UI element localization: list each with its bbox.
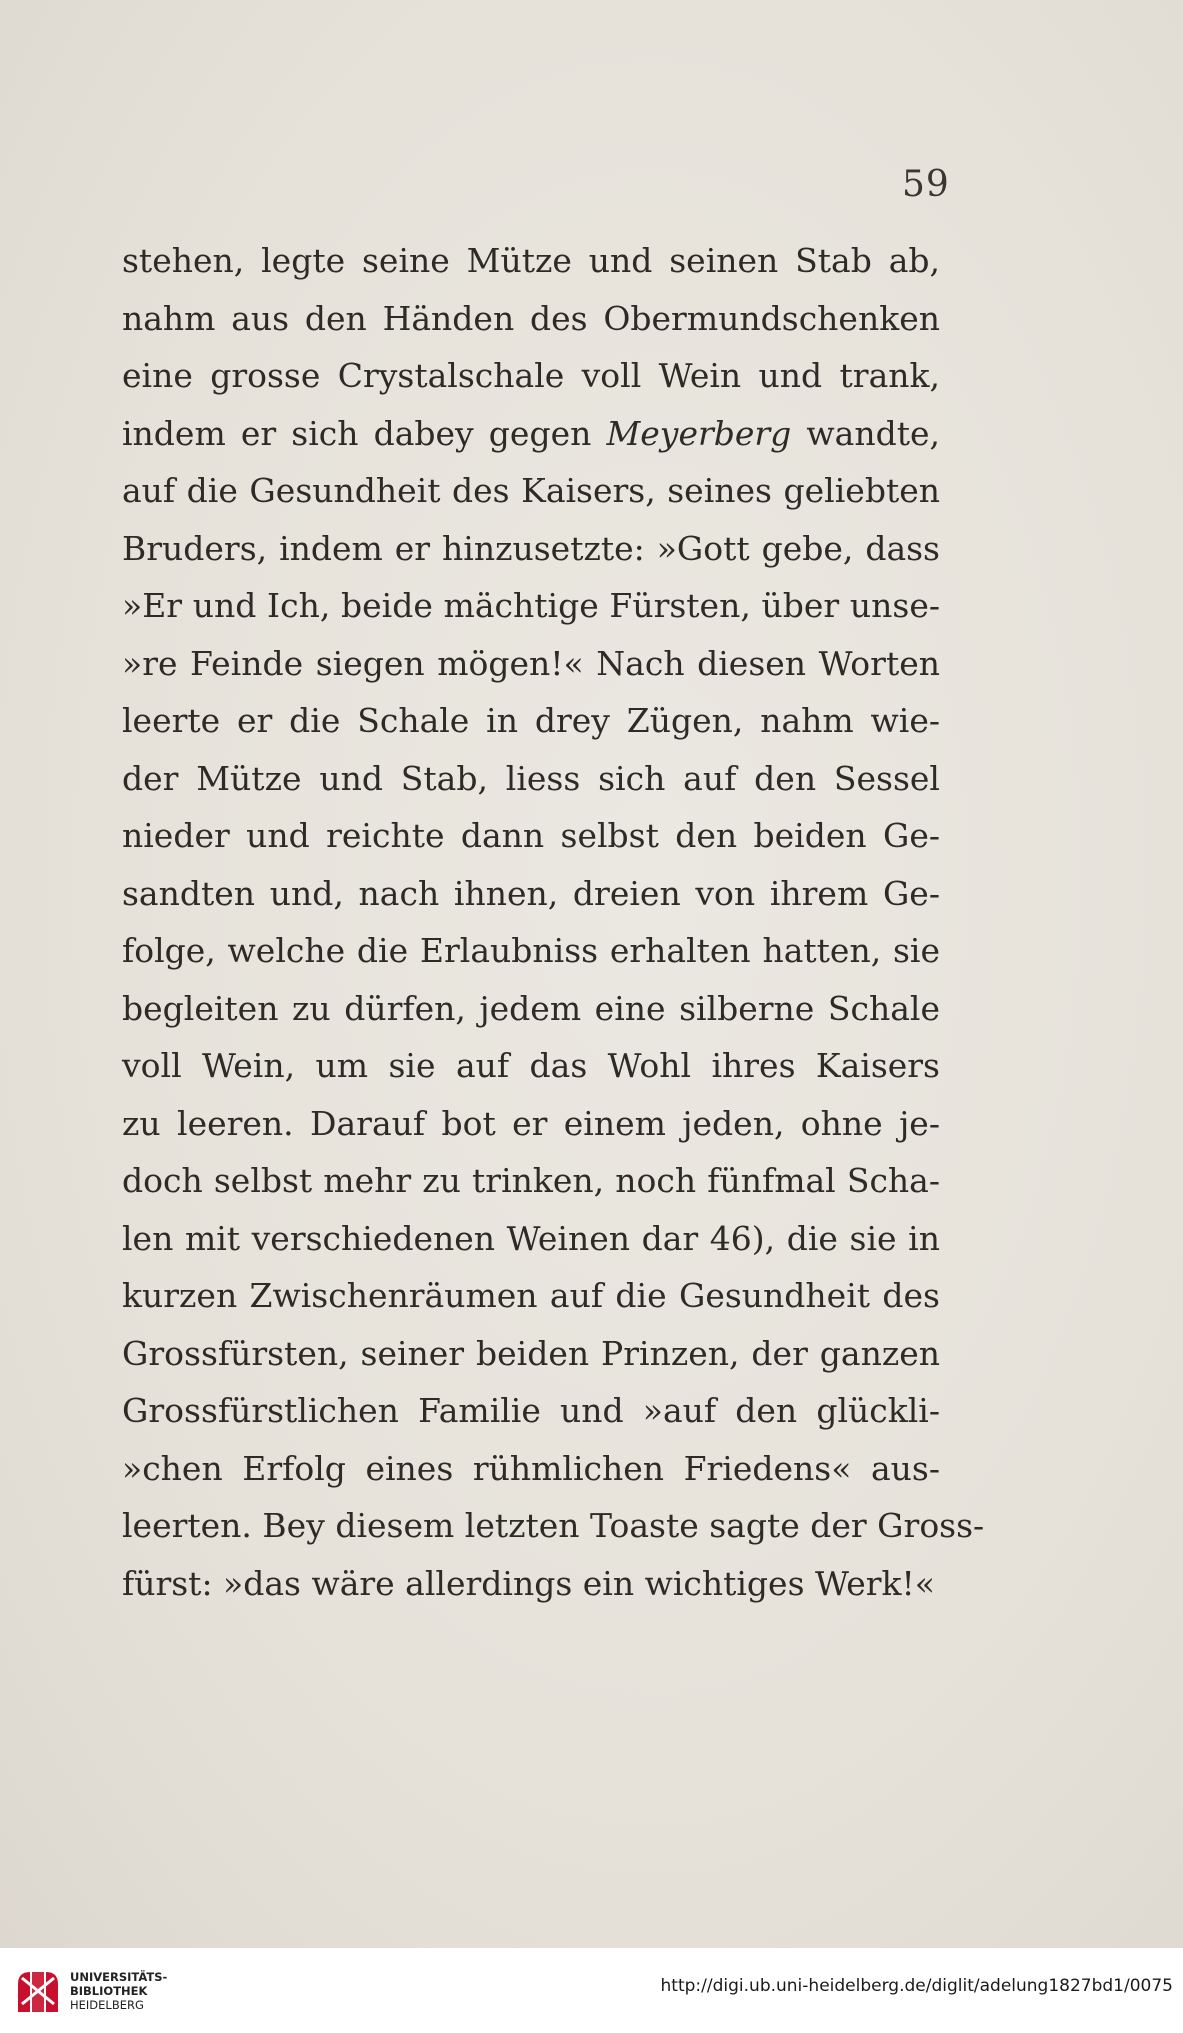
- text-line-with-name: [122, 405, 940, 463]
- text-line: auf die Gesundheit des Kaisers, seines geliebten: [122, 471, 940, 510]
- text-line: doch selbst mehr zu trinken, noch fünfmal Scha-: [122, 1161, 940, 1200]
- library-name-line: UNIVERSITÄTS-: [70, 1970, 168, 1984]
- text-line: sandten und, nach ihnen, dreien von ihrem Ge-: [122, 873, 940, 913]
- text-line: Grossfürsten, seiner beiden Prinzen, der ganzen: [122, 1333, 940, 1373]
- page-number: 59: [902, 164, 950, 205]
- text-line: Grossfürstlichen Familie und »auf den glückli-: [122, 1391, 940, 1430]
- library-name-line: BIBLIOTHEK: [70, 1984, 148, 1998]
- library-name-line: HEIDELBERG: [70, 1998, 144, 2012]
- university-library-logo-icon[interactable]: [12, 1964, 64, 2018]
- text-segment: indem er sich dabey gegen: [122, 413, 607, 453]
- library-footer: [0, 1948, 1183, 2033]
- text-line: voll Wein, um sie auf das Wohl ihres Kaisers: [122, 1046, 940, 1085]
- text-line: begleiten zu dürfen, jedem eine silberne Schale: [122, 988, 940, 1028]
- text-line: der Mütze und Stab, liess sich auf den Sessel: [122, 758, 940, 798]
- text-line: stehen, legte seine Mütze und seinen Stab ab,: [122, 241, 940, 280]
- text-line: leerte er die Schale in drey Zügen, nahm wie-: [122, 701, 940, 740]
- library-name: [70, 1970, 167, 2012]
- text-line: »re Feinde siegen mögen!« Nach diesen Worten: [122, 643, 940, 683]
- text-segment: wandte,: [791, 413, 940, 453]
- text-line: »chen Erfolg eines rühmlichen Friedens« aus-: [122, 1448, 940, 1488]
- text-line: nahm aus den Händen des Obermundschenken: [122, 298, 940, 338]
- text-line: kurzen Zwischenräumen auf die Gesundheit des: [122, 1276, 940, 1315]
- italic-name: Meyerberg: [606, 413, 792, 453]
- text-line: »Er und Ich, beide mächtige Fürsten, über unse-: [122, 586, 940, 625]
- text-line: zu leeren. Darauf bot er einem jeden, ohne je-: [122, 1103, 940, 1143]
- text-line: leerten. Bey diesem letzten Toaste sagte der Gross-: [122, 1506, 985, 1545]
- text-line: len mit verschiedenen Weinen dar 46), die sie in: [122, 1218, 940, 1258]
- text-line: eine grosse Crystalschale voll Wein und trank,: [122, 356, 940, 395]
- text-line: fürst: »das wäre allerdings ein wichtiges Werk!«: [122, 1563, 935, 1603]
- text-line: folge, welche die Erlaubniss erhalten hatten, sie: [122, 931, 940, 970]
- source-url-link[interactable]: http://digi.ub.uni-heidelberg.de/diglit/adelung1827bd1/0075: [660, 1976, 1173, 1996]
- text-line: Bruders, indem er hinzusetzte: »Gott gebe, dass: [122, 528, 940, 568]
- body-text: [122, 232, 985, 1612]
- text-line: nieder und reichte dann selbst den beiden Ge-: [122, 816, 940, 855]
